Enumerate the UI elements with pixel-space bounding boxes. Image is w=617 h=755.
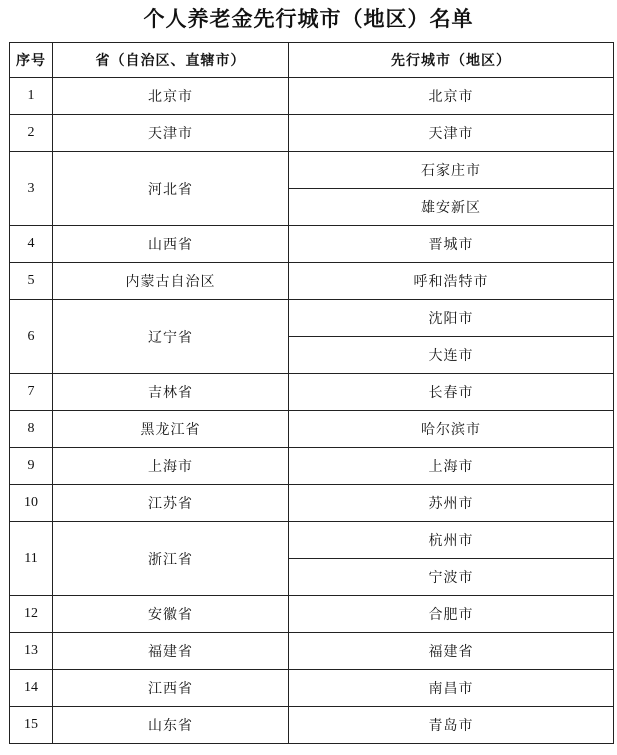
city-cell: 南昌市: [289, 670, 614, 707]
city-cell: 福建省: [289, 633, 614, 670]
row-number: 11: [10, 522, 53, 596]
province-cell: 山东省: [53, 707, 289, 744]
province-cell: 江西省: [53, 670, 289, 707]
city-cell: 天津市: [289, 115, 614, 152]
table-row: [10, 374, 614, 411]
province-cell: 上海市: [53, 448, 289, 485]
table-row: [10, 263, 614, 300]
row-number: 3: [10, 152, 53, 226]
city-cell: 苏州市: [289, 485, 614, 522]
row-number: 5: [10, 263, 53, 300]
city-cell: 长春市: [289, 374, 614, 411]
city-cell: 北京市: [289, 78, 614, 115]
province-cell: 福建省: [53, 633, 289, 670]
city-cell: 雄安新区: [289, 189, 614, 226]
row-number: 10: [10, 485, 53, 522]
table-row: [10, 226, 614, 263]
row-number: 2: [10, 115, 53, 152]
table-row: [10, 115, 614, 152]
province-cell: 黑龙江省: [53, 411, 289, 448]
city-cell: 石家庄市: [289, 152, 614, 189]
table-row: [10, 448, 614, 485]
city-cell: 大连市: [289, 337, 614, 374]
document-title: 个人养老金先行城市（地区）名单: [143, 7, 474, 31]
city-cell: 青岛市: [289, 707, 614, 744]
province-cell: 江苏省: [53, 485, 289, 522]
province-cell: 天津市: [53, 115, 289, 152]
city-cell: 杭州市: [289, 522, 614, 559]
table-row: [10, 300, 614, 337]
table-row: [10, 485, 614, 522]
row-number: 1: [10, 78, 53, 115]
row-number: 4: [10, 226, 53, 263]
table-row: [10, 78, 614, 115]
table-header-row: [10, 43, 614, 78]
row-number: 14: [10, 670, 53, 707]
row-number: 6: [10, 300, 53, 374]
table-row: [10, 633, 614, 670]
city-cell: 呼和浩特市: [289, 263, 614, 300]
header-no: 序号: [10, 43, 53, 78]
table-row: [10, 522, 614, 559]
city-cell: 宁波市: [289, 559, 614, 596]
city-cell: 合肥市: [289, 596, 614, 633]
province-cell: 内蒙古自治区: [53, 263, 289, 300]
table-row: [10, 707, 614, 744]
table-row: [10, 596, 614, 633]
province-cell: 浙江省: [53, 522, 289, 596]
city-cell: 哈尔滨市: [289, 411, 614, 448]
row-number: 13: [10, 633, 53, 670]
province-cell: 北京市: [53, 78, 289, 115]
province-cell: 河北省: [53, 152, 289, 226]
province-cell: 吉林省: [53, 374, 289, 411]
city-cell: 晋城市: [289, 226, 614, 263]
city-cell: 上海市: [289, 448, 614, 485]
table-row: [10, 152, 614, 189]
pilot-cities-table: [9, 42, 614, 744]
row-number: 12: [10, 596, 53, 633]
province-cell: 山西省: [53, 226, 289, 263]
header-province: 省（自治区、直辖市）: [53, 43, 289, 78]
city-cell: 沈阳市: [289, 300, 614, 337]
province-cell: 辽宁省: [53, 300, 289, 374]
header-city: 先行城市（地区）: [289, 43, 614, 78]
province-cell: 安徽省: [53, 596, 289, 633]
table-body: [10, 78, 614, 744]
row-number: 8: [10, 411, 53, 448]
table-row: [10, 670, 614, 707]
table-row: [10, 411, 614, 448]
row-number: 9: [10, 448, 53, 485]
row-number: 15: [10, 707, 53, 744]
row-number: 7: [10, 374, 53, 411]
